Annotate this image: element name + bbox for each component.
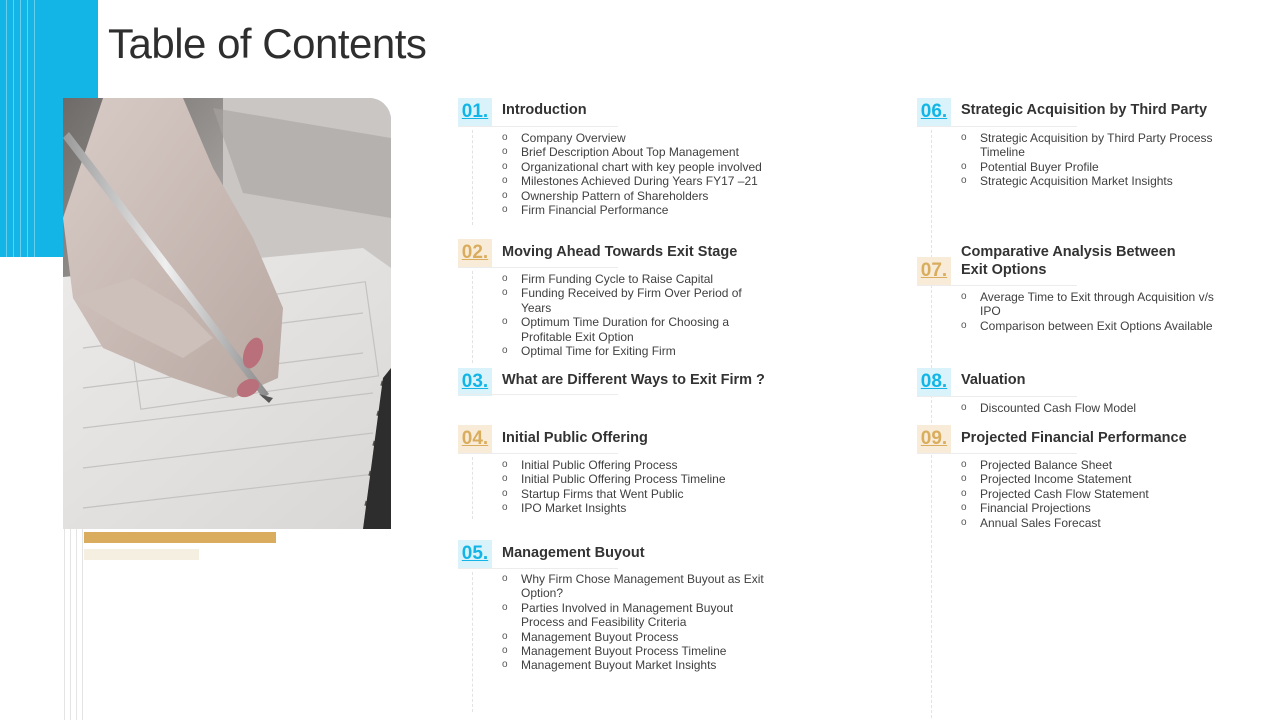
section-number-05: 05. [458, 540, 492, 568]
dotted-connector [472, 130, 473, 225]
list-item: o Annual Sales Forecast [961, 516, 1223, 530]
list-item: o Strategic Acquisition by Third Party Process Timeline [961, 131, 1223, 160]
cream-accent-bar [84, 549, 199, 560]
list-item: o Brief Description About Top Management [502, 145, 772, 159]
section-title-comparative-line1: Comparative Analysis Between [961, 244, 1176, 260]
list-item: o Management Buyout Market Insights [502, 658, 764, 672]
list-item: o Milestones Achieved During Years FY17 –21 [502, 174, 772, 188]
divider [458, 453, 618, 454]
divider [458, 394, 618, 395]
section-items-exit-stage [502, 272, 764, 358]
dotted-connector [931, 130, 932, 718]
section-items-ipo [502, 458, 764, 516]
list-item: o IPO Market Insights [502, 501, 764, 515]
divider [917, 285, 1077, 286]
divider [917, 396, 1077, 397]
gold-accent-bar [84, 532, 276, 543]
list-item: o Potential Buyer Profile [961, 160, 1223, 174]
decorative-vertical-lines [64, 528, 86, 720]
list-item: o Startup Firms that Went Public [502, 487, 764, 501]
divider [458, 126, 618, 127]
page-title: Table of Contents [108, 20, 427, 67]
dotted-connector [472, 457, 473, 519]
section-title-ipo: Initial Public Offering [502, 430, 648, 446]
section-number-01: 01. [458, 98, 492, 126]
list-item: o Firm Financial Performance [502, 203, 772, 217]
list-item: o Projected Balance Sheet [961, 458, 1223, 472]
dotted-connector [472, 572, 473, 712]
list-item: o Projected Cash Flow Statement [961, 487, 1223, 501]
section-items-comparative [961, 290, 1223, 333]
section-items-strategic-acquisition [961, 131, 1223, 189]
list-item: o Comparison between Exit Options Available [961, 319, 1223, 333]
section-number-06: 06. [917, 98, 951, 126]
section-number-08: 08. [917, 368, 951, 396]
list-item: o Management Buyout Process Timeline [502, 644, 764, 658]
list-item: o Optimal Time for Exiting Firm [502, 344, 764, 358]
list-item: o Management Buyout Process [502, 630, 764, 644]
section-number-03: 03. [458, 368, 492, 396]
divider [458, 568, 618, 569]
list-item: o Initial Public Offering Process Timeline [502, 472, 764, 486]
list-item: o Company Overview [502, 131, 772, 145]
list-item: o Ownership Pattern of Shareholders [502, 189, 772, 203]
divider [917, 453, 1077, 454]
list-item: o Why Firm Chose Management Buyout as Exit Option? [502, 572, 764, 601]
section-items-projected-financials [961, 458, 1223, 530]
divider [917, 126, 1077, 127]
section-title-introduction: Introduction [502, 102, 587, 118]
section-number-07: 07. [917, 257, 951, 285]
section-items-valuation [961, 401, 1223, 415]
section-title-strategic-acquisition: Strategic Acquisition by Third Party [961, 102, 1208, 118]
list-item: o Discounted Cash Flow Model [961, 401, 1223, 415]
divider [458, 267, 618, 268]
section-title-comparative-line2: Exit Options [961, 262, 1047, 278]
accent-stripes [0, 0, 40, 257]
section-number-09: 09. [917, 425, 951, 453]
list-item: o Financial Projections [961, 501, 1223, 515]
dotted-connector [472, 271, 473, 363]
section-number-02: 02. [458, 239, 492, 267]
section-items-introduction [502, 131, 772, 217]
list-item: o Organizational chart with key people involved [502, 160, 772, 174]
list-item: o Projected Income Statement [961, 472, 1223, 486]
list-item: o Funding Received by Firm Over Period of Years [502, 286, 764, 315]
section-title-ways-to-exit: What are Different Ways to Exit Firm ? [502, 372, 765, 388]
section-items-mbo [502, 572, 764, 673]
section-title-valuation: Valuation [961, 372, 1026, 388]
section-title-mbo: Management Buyout [502, 545, 645, 561]
section-title-exit-stage: Moving Ahead Towards Exit Stage [502, 244, 738, 260]
list-item: o Strategic Acquisition Market Insights [961, 174, 1223, 188]
list-item: o Parties Involved in Management Buyout Process and Feasibility Criteria [502, 601, 764, 630]
list-item: o Initial Public Offering Process [502, 458, 764, 472]
hand-writing-notebook-photo [63, 98, 391, 529]
section-number-04: 04. [458, 425, 492, 453]
list-item: o Firm Funding Cycle to Raise Capital [502, 272, 764, 286]
list-item: o Optimum Time Duration for Choosing a Profitable Exit Option [502, 315, 764, 344]
list-item: o Average Time to Exit through Acquisition v/s IPO [961, 290, 1223, 319]
section-title-projected-financials: Projected Financial Performance [961, 430, 1187, 446]
